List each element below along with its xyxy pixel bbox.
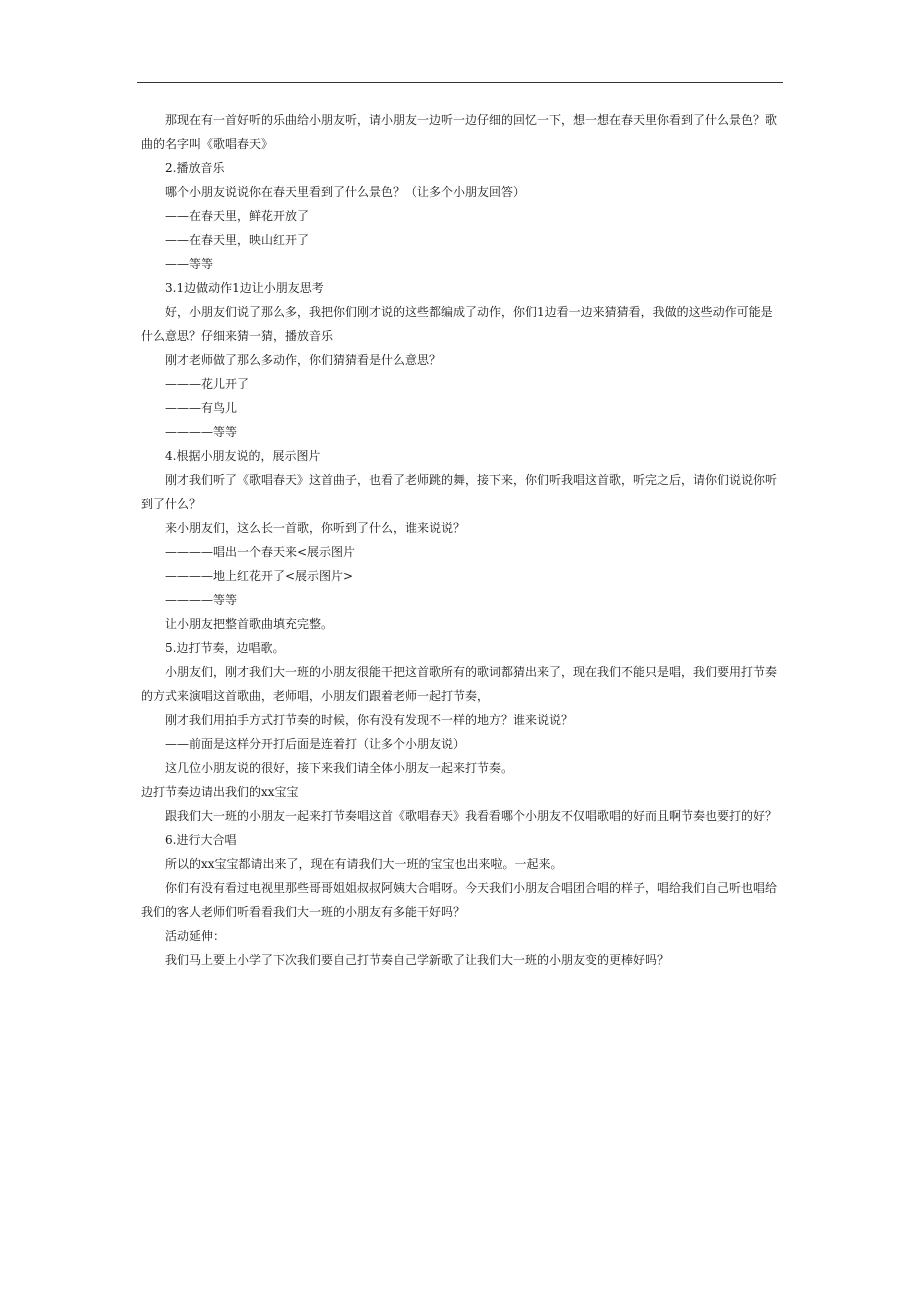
section-heading: 2.播放音乐 xyxy=(165,161,225,175)
list-item: ————等等 xyxy=(165,593,238,607)
paragraph: 刚才老师做了那么多动作，你们猜猜看是什么意思？ xyxy=(165,353,442,367)
paragraph: 来小朋友们，这么长一首歌，你听到了什么，谁来说说？ xyxy=(165,521,466,535)
paragraph: 我们马上要上小学了下次我们要自己打节奏自己学新歌了让我们大一班的小朋友变的更棒好吗？ xyxy=(165,953,670,967)
paragraph: 你们有没有看过电视里那些哥哥姐姐叔叔阿姨大合唱呀。今天我们小朋友合唱团合唱的样子，唱给我们自己听也唱给我们的客人老师们听看看我们大一班的小朋友有多能干好吗？ xyxy=(141,881,778,919)
paragraph: 边打节奏边请出我们的xx宝宝 xyxy=(141,785,299,799)
paragraph: 让小朋友把整首歌曲填充完整。 xyxy=(165,617,334,631)
list-item: ——等等 xyxy=(165,257,214,271)
paragraph: 刚才我们用拍手方式打节奏的时候，你有没有发现不一样的地方？谁来说说？ xyxy=(165,713,574,727)
paragraph: 小朋友们，刚才我们大一班的小朋友很能干把这首歌所有的歌词都猜出来了，现在我们不能只是唱，我们要用打节奏的方式来演唱这首歌曲，老师唱，小朋友们跟着老师一起打节奏， xyxy=(141,665,778,703)
list-item: ———有鸟儿 xyxy=(165,401,238,415)
paragraph: 跟我们大一班的小朋友一起来打节奏唱这首《歌唱春天》我看看哪个小朋友不仅唱歌唱的好而且啊节奏也要打的好？ xyxy=(165,809,778,823)
section-heading: 5.边打节奏，边唱歌。 xyxy=(165,641,285,655)
section-heading: 活动延伸： xyxy=(165,929,226,943)
paragraph: 好，小朋友们说了那么多，我把你们刚才说的这些都编成了动作，你们1边看一边来猜猜看，我做的这些动作可能是什么意思？仔细来猜一猜，播放音乐 xyxy=(141,305,773,343)
list-item: ————唱出一个春天来<展示图片 xyxy=(165,545,356,559)
section-heading: 6.进行大合唱 xyxy=(165,833,237,847)
paragraph: 那现在有一首好听的乐曲给小朋友听，请小朋友一边听一边仔细的回忆一下，想一想在春天里你看到了什么景色？歌曲的名字叫《歌唱春天》 xyxy=(141,113,778,151)
list-item: ————等等 xyxy=(165,425,238,439)
list-item: ——在春天里，映山红开了 xyxy=(165,233,310,247)
list-item: ———花儿开了 xyxy=(165,377,250,391)
paragraph: 哪个小朋友说说你在春天里看到了什么景色？（让多个小朋友回答） xyxy=(165,185,526,199)
paragraph: 刚才我们听了《歌唱春天》这首曲子，也看了老师跳的舞，接下来，你们听我唱这首歌，听完之后，请你们说说你听到了什么？ xyxy=(141,473,778,511)
list-item: ————地上红花开了<展示图片> xyxy=(165,569,354,583)
list-item: ——在春天里，鲜花开放了 xyxy=(165,209,310,223)
list-item: ——前面是这样分开打后面是连着打（让多个小朋友说） xyxy=(165,737,466,751)
document-body xyxy=(141,108,783,972)
paragraph: 这几位小朋友说的很好，接下来我们请全体小朋友一起来打节奏。 xyxy=(165,761,514,775)
section-heading: 3.1边做动作1边让小朋友思考 xyxy=(165,281,324,295)
paragraph: 所以的xx宝宝都请出来了，现在有请我们大一班的宝宝也出来啦。一起来。 xyxy=(165,857,563,871)
header-rule xyxy=(137,82,783,83)
section-heading: 4.根据小朋友说的，展示图片 xyxy=(165,449,321,463)
